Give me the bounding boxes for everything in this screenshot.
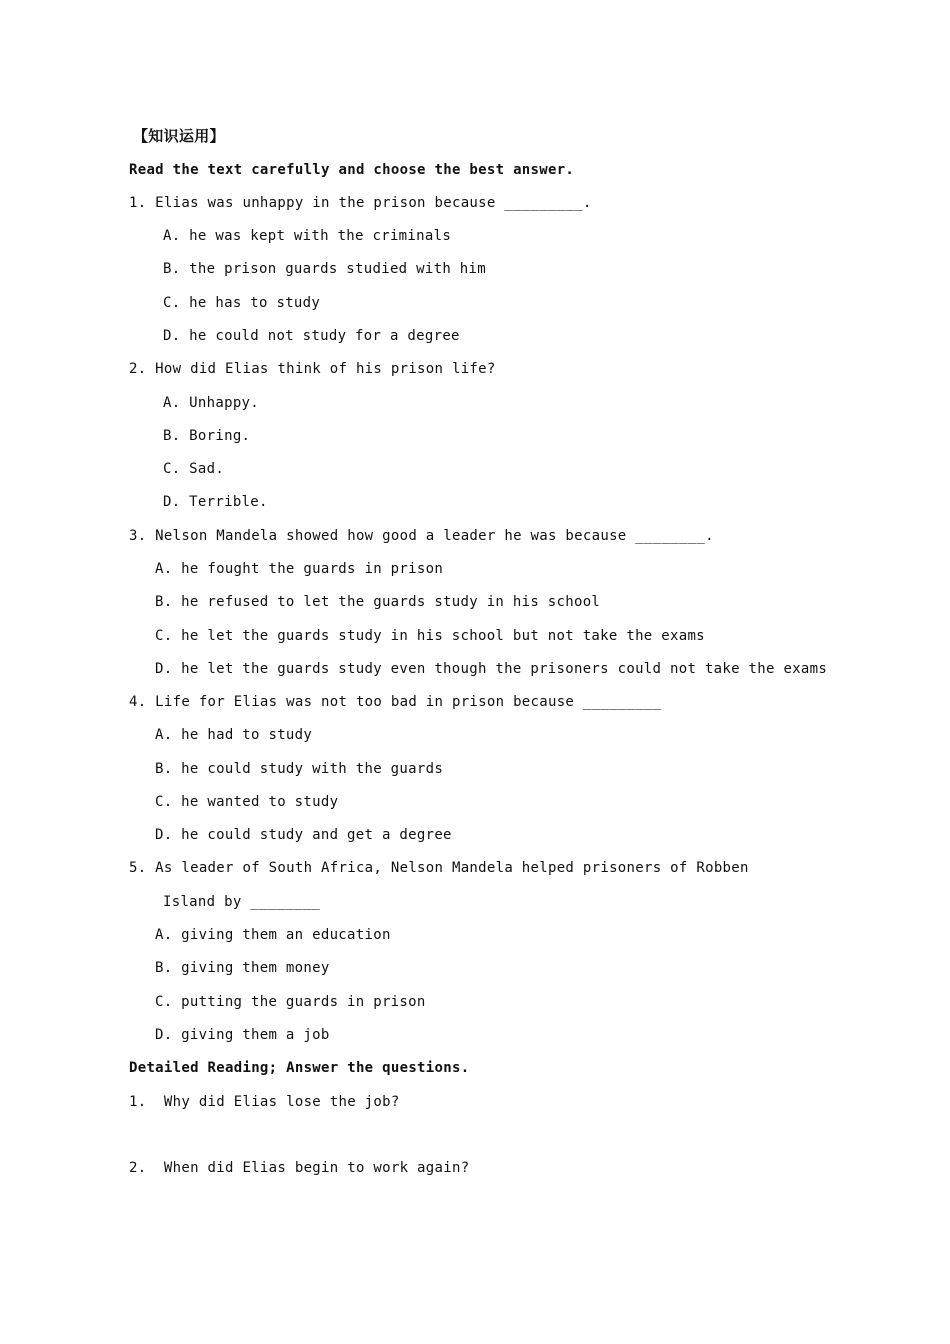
question-5-option-c: C. putting the guards in prison [155, 994, 426, 1010]
question-3-option-d: D. he let the guards study even though the prisoners could not take the exams [155, 661, 828, 677]
open-question-2: 2. When did Elias begin to work again? [129, 1160, 470, 1176]
question-1-option-c: C. he has to study [163, 295, 321, 311]
question-3-option-b: B. he refused to let the guards study in his school [155, 594, 601, 610]
section-title: 【知识运用】 [133, 127, 225, 145]
question-5-option-a: A. giving them an education [155, 927, 391, 943]
question-4-stem: 4. Life for Elias was not too bad in prison because _________ [129, 694, 662, 710]
question-3-option-a: A. he fought the guards in prison [155, 561, 444, 577]
question-4-option-b: B. he could study with the guards [155, 761, 444, 777]
question-5-stem-continued: Island by ________ [163, 894, 321, 910]
question-1-option-b: B. the prison guards studied with him [163, 261, 486, 277]
question-1-stem: 1. Elias was unhappy in the prison because _________. [129, 195, 592, 211]
question-4-option-a: A. he had to study [155, 727, 313, 743]
question-2-option-c: C. Sad. [163, 461, 225, 477]
question-5-stem: 5. As leader of South Africa, Nelson Mandela helped prisoners of Robben [129, 860, 749, 876]
part1-instruction: Read the text carefully and choose the best answer. [129, 162, 575, 178]
question-3-option-c: C. he let the guards study in his school but not take the exams [155, 628, 705, 644]
question-1-option-d: D. he could not study for a degree [163, 328, 460, 344]
part2-instruction: Detailed Reading; Answer the questions. [129, 1060, 470, 1076]
question-5-option-d: D. giving them a job [155, 1027, 330, 1043]
question-3-stem: 3. Nelson Mandela showed how good a leader he was because ________. [129, 528, 714, 544]
question-4-option-d: D. he could study and get a degree [155, 827, 452, 843]
question-2-stem: 2. How did Elias think of his prison life? [129, 361, 496, 377]
question-1-option-a: A. he was kept with the criminals [163, 228, 452, 244]
question-2-option-d: D. Terrible. [163, 494, 268, 510]
question-4-option-c: C. he wanted to study [155, 794, 339, 810]
question-5-option-b: B. giving them money [155, 960, 330, 976]
open-question-1: 1. Why did Elias lose the job? [129, 1094, 400, 1110]
question-2-option-a: A. Unhappy. [163, 395, 260, 411]
question-2-option-b: B. Boring. [163, 428, 251, 444]
